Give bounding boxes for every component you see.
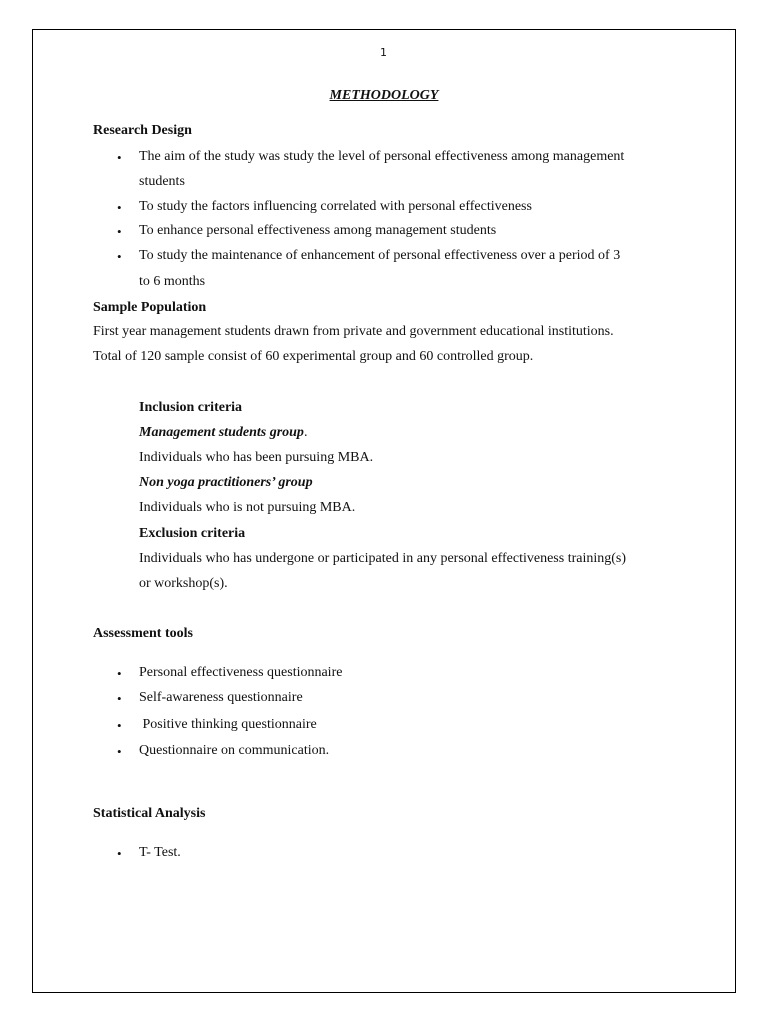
page-number: 1 [380, 46, 387, 59]
management-group-line [139, 426, 307, 440]
assessment-tool-item-4: Questionnaire on communication. [139, 743, 330, 758]
bullet-icon: • [117, 249, 122, 264]
exclusion-criteria-line-1: Individuals who has undergone or participated in any personal effectiveness training(s) [139, 551, 627, 566]
research-design-heading: Research Design [93, 123, 192, 138]
sample-population-heading: Sample Population [93, 300, 207, 315]
research-design-item-1: The aim of the study was study the level of personal effectiveness among management [139, 149, 625, 164]
research-design-item-3: To enhance personal effectiveness among management students [139, 223, 497, 238]
assessment-tools-heading: Assessment tools [93, 626, 193, 641]
non-yoga-group-label: Non yoga practitioners’ group [139, 475, 313, 490]
inclusion-criteria-heading: Inclusion criteria [139, 400, 243, 415]
bullet-icon: • [117, 718, 122, 733]
exclusion-criteria-line-2: or workshop(s). [139, 576, 228, 591]
sample-population-line-1: First year management students drawn from private and government educational institutions. [93, 324, 614, 339]
research-design-item-4-cont: to 6 months [139, 274, 206, 289]
non-yoga-group-text: Individuals who is not pursuing MBA. [139, 500, 356, 515]
bullet-icon: • [117, 846, 122, 861]
document-title: METHODOLOGY [329, 88, 439, 103]
research-design-item-2: To study the factors influencing correlated with personal effectiveness [139, 199, 532, 214]
exclusion-criteria-heading: Exclusion criteria [139, 526, 246, 541]
bullet-icon: • [117, 224, 122, 239]
research-design-item-4: To study the maintenance of enhancement of personal effectiveness over a period of 3 [139, 248, 621, 263]
management-group-label: Management students group [139, 425, 304, 440]
bullet-icon: • [117, 666, 122, 681]
management-group-suffix: . [303, 425, 308, 440]
assessment-tool-item-1: Personal effectiveness questionnaire [139, 665, 343, 680]
management-group-text: Individuals who has been pursuing MBA. [139, 450, 374, 465]
bullet-icon: • [117, 691, 122, 706]
assessment-tool-item-3: Positive thinking questionnaire [139, 717, 317, 732]
statistical-analysis-item-1: T- Test. [139, 845, 181, 860]
bullet-icon: • [117, 744, 122, 759]
bullet-icon: • [117, 200, 122, 215]
statistical-analysis-heading: Statistical Analysis [93, 806, 206, 821]
assessment-tool-item-2: Self-awareness questionnaire [139, 690, 303, 705]
bullet-icon: • [117, 150, 122, 165]
research-design-item-1-cont: students [139, 174, 185, 189]
sample-population-line-2: Total of 120 sample consist of 60 experimental group and 60 controlled group. [93, 349, 534, 364]
